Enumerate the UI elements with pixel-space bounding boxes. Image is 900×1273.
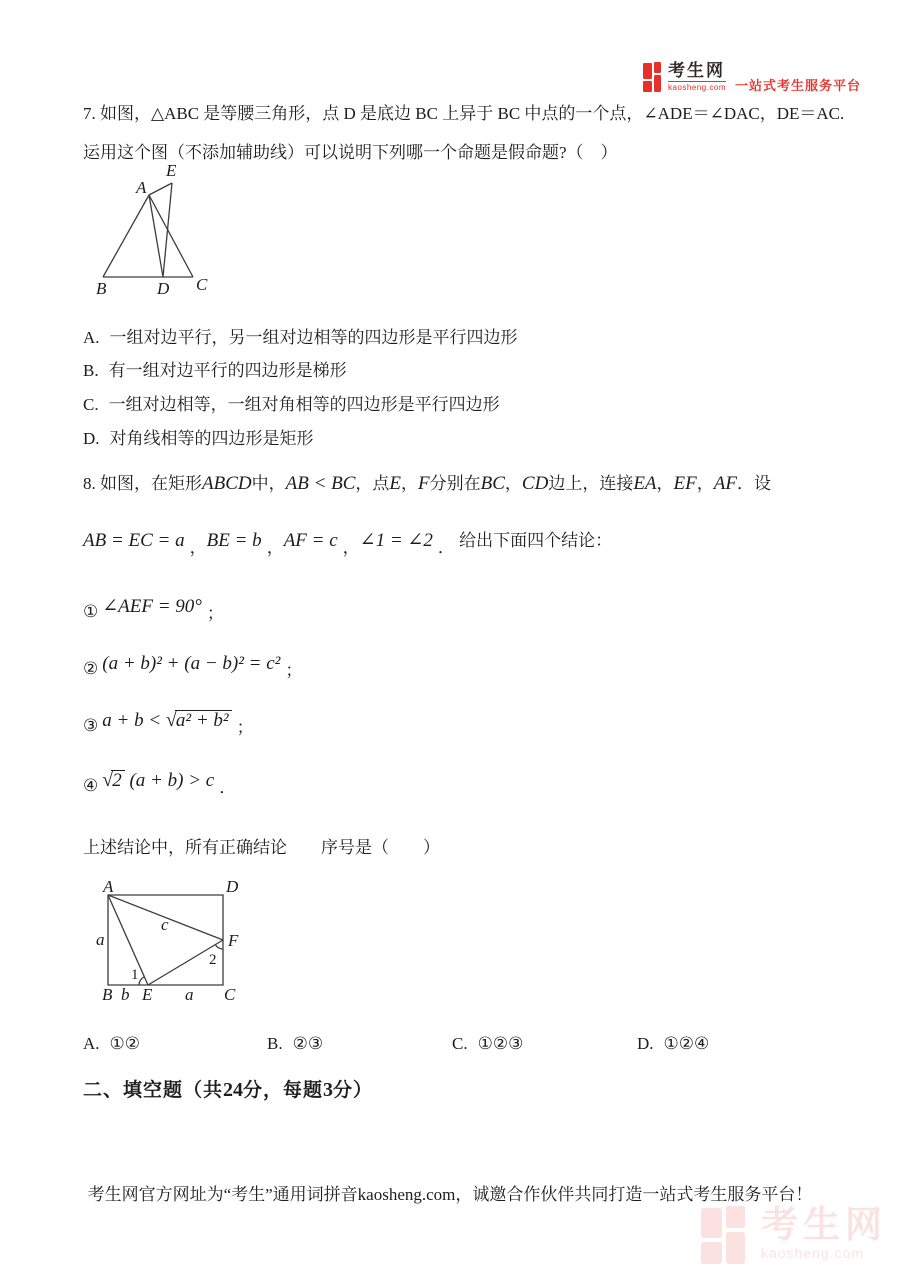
side-label-a-bottom: a xyxy=(185,985,194,1004)
q8-option-d xyxy=(637,1032,709,1057)
text-part: 二、填空题（共 xyxy=(83,1080,224,1101)
option-text: 一组对边相等，一组对角相等的四边形是平行四边形 xyxy=(108,395,500,414)
q8-option-b xyxy=(267,1032,323,1057)
text-part: ； xyxy=(236,718,254,737)
text-part: ． xyxy=(219,778,237,797)
text-part: BC xyxy=(480,473,505,494)
watermark xyxy=(701,1206,887,1264)
text-part: EA xyxy=(633,473,657,494)
kaosheng-logo-icon xyxy=(701,1206,753,1264)
angle1-arc xyxy=(139,977,144,985)
text-part: 8. 如图，在矩形 xyxy=(83,474,202,493)
watermark-brand-name: 考生网 xyxy=(761,1204,887,1245)
text-part: AB < BC xyxy=(285,473,356,494)
text-part: 给出下面四个结论： xyxy=(454,531,613,550)
option-text: 一组对边平行，另一组对边相等的四边形是平行四边形 xyxy=(109,328,518,347)
q7-option-d xyxy=(83,427,314,452)
option-key: B. xyxy=(83,361,99,380)
text-part: AF xyxy=(713,473,737,494)
q7-option-a xyxy=(83,326,518,351)
option-text: 对角线相等的四边形是矩形 xyxy=(109,429,314,448)
option-key: A. xyxy=(83,1034,100,1053)
text-part: ， xyxy=(401,474,419,493)
text-part: CD xyxy=(521,473,549,494)
q8-option-c xyxy=(452,1032,523,1057)
text-part: ； xyxy=(206,604,224,623)
text-part: 24 xyxy=(223,1079,244,1101)
angle-label-2: 2 xyxy=(209,952,217,968)
q8-option-a xyxy=(83,1032,140,1057)
option-key: C. xyxy=(83,395,99,414)
text-part: 中， xyxy=(251,474,286,493)
vertex-label-a: A xyxy=(136,178,147,197)
text-part: E xyxy=(389,473,402,494)
option-text: ①②③ xyxy=(477,1034,524,1053)
vertex-label-f: F xyxy=(228,931,239,950)
text-part: ∠AEF = 90° xyxy=(102,596,202,617)
brand-tagline: 一站式考生服务平台 xyxy=(735,78,862,93)
text-part: ； xyxy=(285,661,303,680)
q8-conclusion-4 xyxy=(83,766,236,801)
text-part: ABCD xyxy=(202,473,252,494)
text-part: ② xyxy=(83,659,99,678)
text-part: BE = b xyxy=(206,530,262,551)
vertex-label-c: C xyxy=(224,985,236,1004)
option-key: C. xyxy=(452,1034,468,1053)
option-key: D. xyxy=(83,429,100,448)
q8-line-2 xyxy=(83,527,612,561)
option-text: ①②④ xyxy=(663,1034,710,1053)
brand-text xyxy=(668,62,726,92)
side-label-b: b xyxy=(121,985,130,1004)
text-part: EF xyxy=(673,473,697,494)
text-part: ． xyxy=(437,538,455,557)
q8-line-1 xyxy=(83,470,771,498)
brand-name: 考生网 xyxy=(668,61,725,80)
vertex-label-d: D xyxy=(157,279,170,298)
text-part: 3 xyxy=(323,1079,334,1101)
vertex-label-a: A xyxy=(103,878,114,896)
option-key: B. xyxy=(267,1034,283,1053)
text-part: √ xyxy=(165,709,177,731)
angle-label-1: 1 xyxy=(131,967,139,983)
text-part: ， xyxy=(342,538,360,557)
angle2-arc xyxy=(215,945,223,949)
vertex-label-c: C xyxy=(196,275,208,294)
vertex-label-b: B xyxy=(102,985,113,1004)
text-part: √ xyxy=(102,769,114,791)
text-part: ， xyxy=(656,474,674,493)
option-key: D. xyxy=(637,1034,654,1053)
text-part: ， xyxy=(504,474,522,493)
watermark-brand-domain: kaosheng.com xyxy=(761,1244,865,1261)
vertex-label-e: E xyxy=(142,985,153,1004)
option-text: ②③ xyxy=(292,1034,324,1053)
text-part: 分别在 xyxy=(429,474,481,493)
q7-line-2: 运用这个图（不添加辅助线）可以说明下列哪一个命题是假命题?（ ） xyxy=(83,143,618,162)
q8-conclusion-2 xyxy=(83,650,302,684)
kaosheng-logo-icon xyxy=(643,62,665,92)
q8-conclusion-1 xyxy=(83,593,224,627)
section-2-header xyxy=(83,1075,373,1102)
text-part: (a + b) > c xyxy=(124,770,215,791)
triangle-figure xyxy=(88,160,303,305)
option-text: 有一组对边平行的四边形是梯形 xyxy=(108,361,347,380)
q8-summary: 上述结论中，所有正确结论 序号是（ ） xyxy=(83,838,440,857)
text-part: a + b < xyxy=(102,710,166,731)
vertex-label-e: E xyxy=(166,161,177,180)
text-part: AB = EC = a xyxy=(83,530,185,551)
text-part: ∠1 = ∠2 xyxy=(359,530,433,551)
text-part: ．设 xyxy=(736,474,771,493)
option-key: A. xyxy=(83,328,100,347)
text-part: (a + b)² + (a − b)² = c² xyxy=(102,653,281,674)
text-part: ③ xyxy=(83,716,99,735)
q7-option-c xyxy=(83,393,500,418)
text-part: AF = c xyxy=(283,530,338,551)
text-part: 分） xyxy=(333,1080,374,1101)
text-part: 边上，连接 xyxy=(548,474,634,493)
segment-label-c: c xyxy=(161,915,169,934)
text-part: ① xyxy=(83,602,99,621)
footer-note: 考生网官方网址为“考生”通用词拼音kaosheng.com，诚邀合作伙伴共同打造一站式考生服务平台！ xyxy=(87,1185,813,1204)
q7-option-b xyxy=(83,359,347,384)
vertex-label-d: D xyxy=(226,878,239,896)
option-text: ①② xyxy=(109,1034,141,1053)
q8-conclusion-3 xyxy=(83,706,254,741)
watermark-text xyxy=(761,1206,887,1261)
text-part: 2 xyxy=(111,770,125,792)
rectangle-figure xyxy=(95,878,267,1010)
text-part: ，点 xyxy=(355,474,390,493)
text-part: ， xyxy=(189,538,207,557)
text-part: ， xyxy=(266,538,284,557)
q7-line-1: 7. 如图，△ABC 是等腰三角形，点 D 是底边 BC 上异于 BC 中点的一个点，∠ADE＝∠DAC，DE＝AC. xyxy=(83,104,845,123)
text-part: ， xyxy=(696,474,714,493)
side-label-a-left: a xyxy=(96,930,105,949)
brand-domain: kaosheng.com xyxy=(668,82,727,92)
text-part: 分，每题 xyxy=(243,1080,324,1101)
brand-logo xyxy=(643,62,861,94)
text-part: F xyxy=(418,473,430,494)
text-part: a² + b² xyxy=(175,710,232,732)
text-part: ④ xyxy=(83,776,99,795)
vertex-label-b: B xyxy=(96,279,107,298)
